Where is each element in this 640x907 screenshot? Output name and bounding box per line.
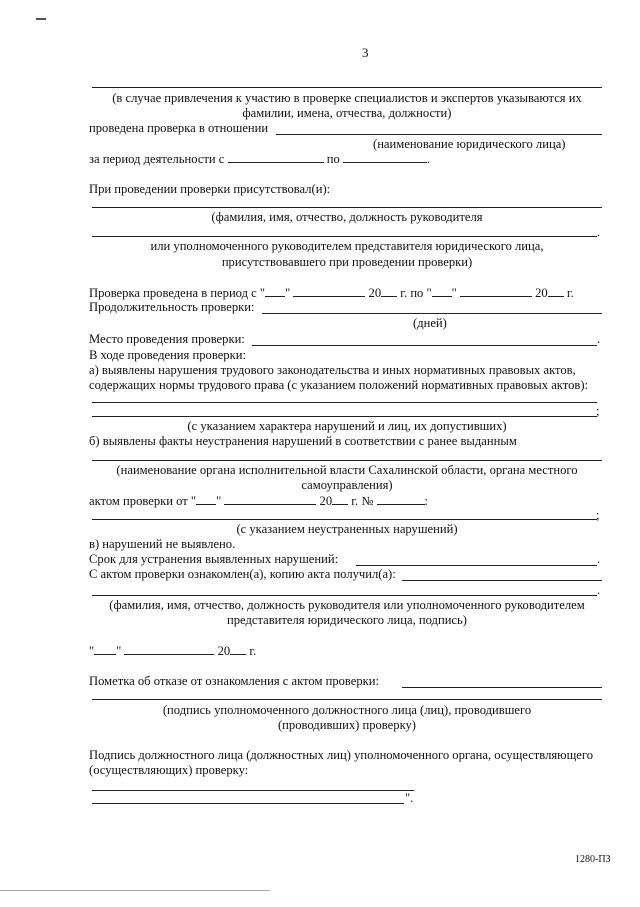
date-quote-close: " (116, 644, 122, 658)
official-signature-line2: (осуществляющих) проверку: (89, 763, 249, 777)
period-end: г. (566, 286, 574, 300)
date-row (89, 643, 256, 658)
period-day-from-field[interactable] (265, 285, 285, 297)
specialists-caption-2: фамилии, имена, отчества, должности) (242, 106, 452, 120)
period-year-to-field[interactable] (548, 285, 564, 297)
location-field-dot: . (597, 332, 601, 346)
signature-caption-2: представителя юридического лица, подпись) (227, 613, 467, 627)
deadline-label: Срок для устранения выявленных нарушений: (89, 552, 339, 566)
representative-caption-2: присутствовавшего при проведении проверки) (221, 255, 473, 269)
violations-a-field-2[interactable] (92, 416, 597, 417)
inspection-target-caption: (наименование юридического лица) (373, 137, 566, 151)
acquainted-field-2[interactable] (92, 595, 597, 596)
refusal-label: Пометка об отказе от ознакомления с актом проверки: (89, 674, 380, 688)
act-year-field[interactable] (332, 493, 348, 505)
activity-to-field[interactable] (343, 151, 427, 163)
inspection-target-field[interactable] (276, 134, 602, 135)
period-mid: г. по " (400, 286, 432, 300)
refusal-field-2[interactable] (92, 699, 602, 700)
period-year-1: 20 (368, 286, 382, 300)
period-year-2: 20 (535, 286, 548, 300)
period-month-to-field[interactable] (460, 285, 532, 297)
act-colon: : (424, 494, 429, 508)
signature-caption-1: (фамилия, имя, отчество, должность руководителя или уполномоченного руководителем (109, 598, 585, 612)
period-year-from-field[interactable] (381, 285, 397, 297)
violations-b-field[interactable] (92, 519, 597, 520)
official-signature-field-1[interactable] (92, 790, 414, 791)
activity-period-label: за период деятельности с (89, 152, 225, 166)
refusal-field-1[interactable] (402, 687, 602, 688)
course-label: В ходе проведения проверки: (89, 348, 246, 362)
official-caption-1: (подпись уполномоченного должностного лица (лиц), проводившего (162, 703, 532, 717)
date-month-field[interactable] (124, 643, 214, 655)
act-number-label: г. № (351, 494, 374, 508)
date-end: г. (249, 644, 257, 658)
violations-a-field-1[interactable] (92, 402, 597, 403)
violations-b-line1: б) выявлены факты неустранения нарушений в соответствии с ранее выданным (89, 434, 517, 448)
page-number: 3 (362, 45, 369, 60)
specialists-caption-1: (в случае привлечения к участию в проверке специалистов и экспертов указываются их (112, 91, 582, 105)
acquainted-label: С актом проверки ознакомлен(а), копию акта получил(а): (89, 567, 396, 581)
date-year: 20 (217, 644, 231, 658)
period-quote-2: " (451, 286, 457, 300)
official-signature-line1: Подпись должностного лица (должностных лиц) уполномоченного органа, осуществляющего (89, 748, 594, 762)
specialists-line (92, 87, 602, 88)
activity-period-to: по (326, 152, 340, 166)
violations-a-line2: содержащих нормы трудового права (с указанием положений нормативных правовых актов): (89, 378, 589, 392)
violations-b-semicolon: ; (596, 508, 600, 522)
duration-label: Продолжительность проверки: (89, 300, 255, 314)
activity-from-field[interactable] (228, 151, 324, 163)
act-year: 20 (319, 494, 333, 508)
location-label: Место проведения проверки: (89, 332, 245, 346)
act-day-field[interactable] (196, 493, 216, 505)
scan-mark (0, 890, 270, 891)
activity-period-row (89, 151, 430, 166)
present-field-2-dot: . (597, 225, 601, 239)
deadline-field[interactable] (356, 565, 597, 566)
duration-caption: (дней) (413, 316, 447, 330)
date-day-field[interactable] (94, 643, 116, 655)
violations-b-org-field[interactable] (92, 460, 602, 461)
acquainted-field-dot: . (597, 583, 601, 597)
violations-b-org-caption-2: самоуправления) (301, 478, 393, 492)
inspection-period-row (89, 285, 574, 300)
present-label: При проведении проверки присутствовал(и): (89, 182, 331, 196)
violations-b-caption: (с указанием неустраненных нарушений) (236, 522, 458, 536)
violations-a-line1: а) выявлены нарушения трудового законодательства и иных нормативных правовых актов, (89, 363, 576, 377)
official-signature-end: ". (405, 791, 414, 805)
act-row (89, 493, 428, 508)
official-caption-2: (проводивших) проверку) (277, 718, 416, 732)
violations-a-semicolon: ; (596, 404, 600, 418)
act-prefix: актом проверки от " (89, 494, 197, 508)
violations-b-org-caption-1: (наименование органа исполнительной власти Сахалинской области, органа местного (116, 463, 578, 477)
date-year-field[interactable] (230, 643, 246, 655)
scan-mark (36, 18, 46, 20)
period-quote-1: " (285, 286, 291, 300)
present-field-1[interactable] (92, 207, 602, 208)
period-month-from-field[interactable] (293, 285, 365, 297)
present-field-2[interactable] (92, 236, 597, 237)
date-quote-open: " (89, 644, 95, 658)
period-day-to-field[interactable] (432, 285, 452, 297)
act-month-field[interactable] (224, 493, 316, 505)
representative-caption-1: или уполномоченного руководителем представителя юридического лица, (150, 239, 544, 253)
duration-field[interactable] (262, 313, 602, 314)
official-signature-field-2[interactable] (92, 803, 404, 804)
location-field[interactable] (252, 345, 597, 346)
inspection-target-label: проведена проверка в отношении (89, 121, 269, 135)
activity-period-end: . (426, 152, 431, 166)
act-number-field[interactable] (377, 493, 425, 505)
manager-caption: (фамилия, имя, отчество, должность руководителя (211, 210, 483, 224)
deadline-field-dot: . (597, 552, 601, 566)
violations-a-caption: (с указанием характера нарушений и лиц, их допустивших) (187, 419, 507, 433)
act-quote: " (216, 494, 222, 508)
doc-code: 1280-ПЗ (575, 854, 611, 865)
violations-c: в) нарушений не выявлено. (89, 537, 236, 551)
period-prefix: Проверка проведена в период с " (89, 286, 266, 300)
acquainted-field-1[interactable] (402, 580, 602, 581)
